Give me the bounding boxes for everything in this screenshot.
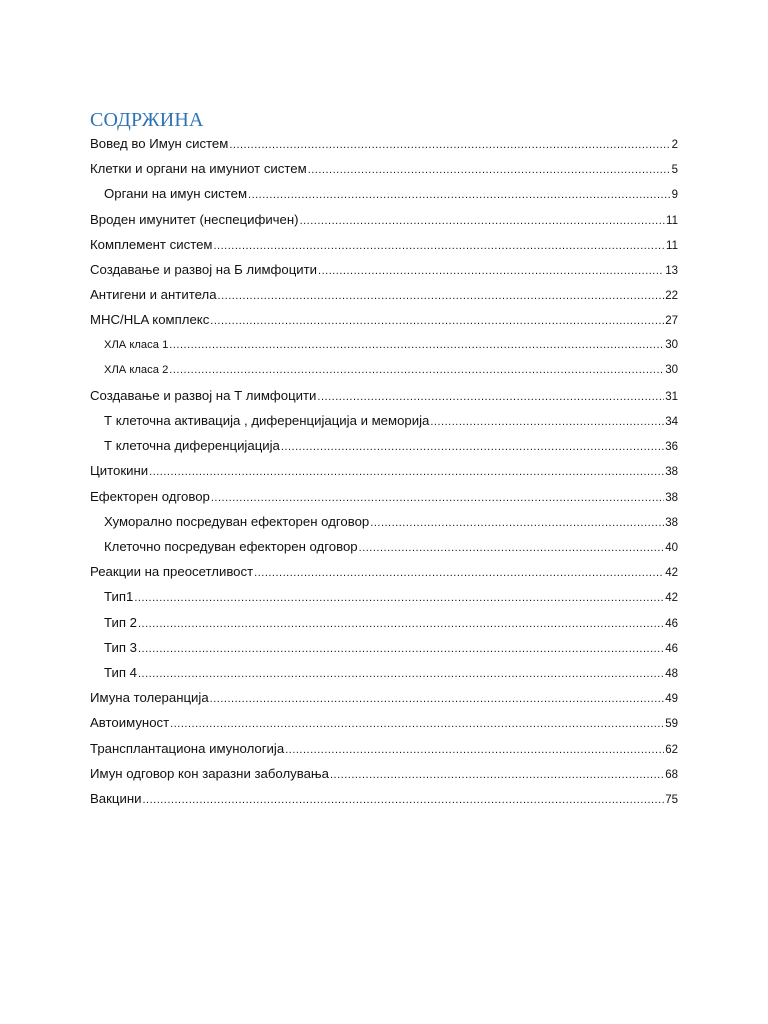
toc-entry-page-number: 22	[665, 290, 678, 303]
dot-leader	[218, 284, 665, 309]
toc-entry[interactable]	[90, 786, 678, 811]
toc-entry-page-number: 42	[665, 567, 678, 580]
toc-entry-title: Вовед во Имун систем	[90, 136, 229, 151]
toc-entry-title: Тип 4	[104, 664, 137, 680]
toc-entry-title: Тип1	[104, 589, 134, 605]
dot-leader	[285, 738, 664, 763]
toc-entry-page-number: 2	[671, 139, 678, 151]
toc-entry[interactable]	[90, 484, 678, 509]
toc-heading: СОДРЖИНА	[90, 109, 204, 131]
toc-entry-title: Клеточно посредуван ефекторен одговор	[104, 539, 358, 554]
dot-leader	[317, 385, 664, 410]
toc-entry-page-number: 38	[665, 466, 678, 479]
toc-entry-page-number: 46	[665, 617, 678, 630]
dot-leader	[308, 158, 671, 183]
dot-leader	[330, 763, 664, 788]
dot-leader	[248, 183, 671, 208]
toc-entry-page-number: 38	[665, 516, 678, 529]
toc-entry-title: Цитокини	[90, 463, 149, 479]
dot-leader	[430, 410, 664, 435]
toc-entry-page-number: 68	[665, 768, 678, 781]
toc-entry[interactable]	[90, 433, 678, 458]
toc-entry-title: MHC/HLA комплекс	[90, 312, 210, 328]
toc-entry[interactable]	[90, 156, 678, 181]
toc-entry[interactable]	[90, 383, 678, 408]
toc-entry-title: Т клеточна активација , диференцијација и меморија	[104, 413, 430, 429]
dot-leader	[138, 662, 664, 687]
toc-entry-page-number: 49	[665, 693, 678, 706]
toc-list	[90, 131, 678, 811]
toc-entry[interactable]	[90, 358, 678, 383]
toc-entry-title: Вакцини	[90, 790, 142, 806]
toc-entry[interactable]	[90, 307, 678, 332]
toc-entry-title: Создавање и развој на Б лимфоцити	[90, 261, 318, 277]
toc-entry[interactable]	[90, 181, 678, 206]
toc-entry[interactable]	[90, 232, 678, 257]
toc-entry-title: Ефекторен одговор	[90, 488, 210, 504]
toc-entry-title: Имун одговор кон заразни заболувања	[90, 765, 329, 781]
dot-leader	[210, 687, 665, 712]
dot-leader	[281, 435, 664, 460]
dot-leader	[170, 712, 664, 737]
toc-entry[interactable]	[90, 761, 678, 786]
dot-leader	[138, 612, 664, 637]
toc-entry-title: Трансплантациона имунологија	[90, 740, 285, 756]
toc-entry[interactable]	[90, 584, 678, 609]
toc-entry-title: Комплемент систем	[90, 236, 213, 252]
dot-leader	[359, 536, 665, 561]
toc-entry-page-number: 75	[665, 793, 678, 806]
toc-entry-page-number: 62	[665, 743, 678, 756]
toc-entry-title: Т клеточна диференцијација	[104, 438, 280, 454]
dot-leader	[169, 358, 664, 383]
dot-leader	[149, 460, 664, 485]
toc-entry-title: Антигени и антитела	[90, 287, 217, 303]
toc-entry-title: Тип 2	[104, 614, 137, 630]
dot-leader	[318, 259, 664, 284]
toc-entry-title: Имуна толеранција	[90, 690, 209, 706]
dot-leader	[300, 209, 665, 234]
toc-entry[interactable]	[90, 685, 678, 710]
toc-entry-page-number: 46	[665, 642, 678, 655]
toc-entry-page-number: 9	[671, 189, 678, 202]
toc-entry-page-number: 34	[665, 416, 678, 429]
toc-entry-page-number: 13	[665, 264, 678, 277]
toc-entry-page-number: 59	[665, 718, 678, 731]
toc-entry-title: Органи на имун систем	[104, 186, 248, 202]
toc-entry[interactable]	[90, 257, 678, 282]
dot-leader	[214, 234, 666, 259]
toc-entry-page-number: 27	[665, 315, 678, 328]
toc-entry-page-number: 36	[665, 441, 678, 454]
toc-entry-page-number: 11	[666, 214, 678, 227]
toc-entry-title: ХЛА класа 2	[104, 363, 169, 376]
dot-leader	[254, 561, 664, 586]
dot-leader	[211, 486, 664, 511]
toc-entry-title: Вроден имунитет (неспецифичен)	[90, 211, 299, 227]
toc-entry-page-number: 38	[665, 491, 678, 504]
toc-entry-page-number: 31	[665, 390, 678, 403]
toc-entry[interactable]	[90, 660, 678, 685]
toc-entry-title: Хуморално посредуван ефекторен одговор	[104, 513, 370, 529]
toc-entry-title: Реакции на преосетливост	[90, 564, 254, 580]
dot-leader	[229, 133, 670, 158]
toc-entry[interactable]	[90, 559, 678, 584]
toc-entry-title: Тип 3	[104, 639, 137, 655]
toc-entry[interactable]	[90, 207, 678, 232]
dot-leader	[169, 333, 664, 358]
toc-entry[interactable]	[90, 509, 678, 534]
toc-entry-page-number: 42	[665, 592, 678, 605]
dot-leader	[138, 637, 664, 662]
toc-entry[interactable]	[90, 131, 678, 156]
toc-entry-page-number: 30	[665, 338, 678, 351]
toc-entry-page-number: 48	[665, 667, 678, 680]
dot-leader	[370, 511, 664, 536]
toc-entry[interactable]	[90, 610, 678, 635]
dot-leader	[210, 309, 664, 334]
toc-entry[interactable]	[90, 282, 678, 307]
toc-entry[interactable]	[90, 635, 678, 660]
toc-entry[interactable]	[90, 333, 678, 358]
toc-entry-title: Клетки и органи на имуниот систем	[90, 161, 307, 177]
toc-entry-page-number: 40	[665, 542, 678, 554]
toc-entry-title: Автоимуност	[90, 715, 170, 731]
toc-entry-title: Создавање и развој на Т лимфоцити	[90, 387, 317, 403]
toc-entry-page-number: 11	[666, 239, 678, 252]
toc-entry-page-number: 30	[665, 363, 678, 376]
dot-leader	[134, 586, 664, 611]
toc-entry[interactable]	[90, 534, 678, 559]
toc-entry[interactable]	[90, 458, 678, 483]
toc-entry-title: ХЛА класа 1	[104, 338, 169, 351]
toc-entry[interactable]	[90, 408, 678, 433]
toc-entry[interactable]	[90, 736, 678, 761]
dot-leader	[142, 788, 664, 813]
toc-entry-page-number: 5	[671, 164, 678, 177]
toc-entry[interactable]	[90, 710, 678, 735]
